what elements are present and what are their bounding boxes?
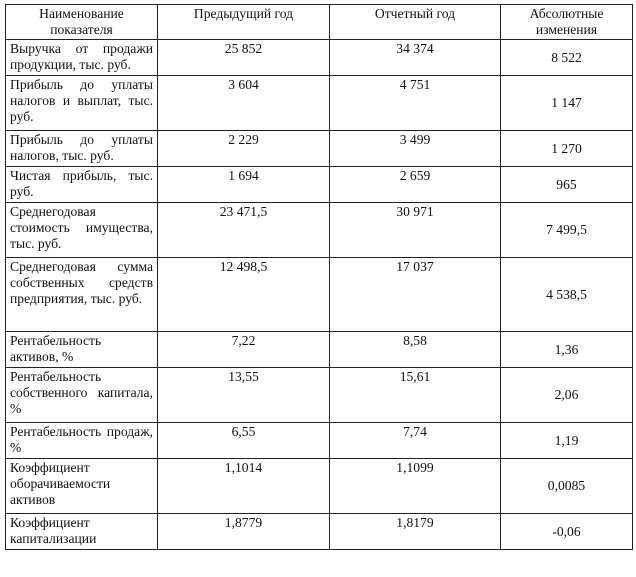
table-row bbox=[6, 131, 633, 167]
report-year-cell: 1,1099 bbox=[330, 459, 501, 514]
indicator-name-cell: Коэффициент капитализации bbox=[6, 514, 158, 550]
absolute-change-cell: 1,36 bbox=[501, 332, 633, 368]
report-year-cell: 34 374 bbox=[330, 40, 501, 76]
previous-year-cell: 13,55 bbox=[158, 368, 330, 423]
indicator-name-cell: Прибыль до уплаты налогов и выплат, тыс. руб. bbox=[6, 76, 158, 131]
previous-year-cell: 1,1014 bbox=[158, 459, 330, 514]
indicator-name-cell: Рентабельность активов, % bbox=[6, 332, 158, 368]
absolute-change-cell: 8 522 bbox=[501, 40, 633, 76]
table-row bbox=[6, 167, 633, 203]
absolute-change-cell: 965 bbox=[501, 167, 633, 203]
report-year-cell: 2 659 bbox=[330, 167, 501, 203]
table-row bbox=[6, 368, 633, 423]
previous-year-cell: 3 604 bbox=[158, 76, 330, 131]
absolute-change-cell: 1,19 bbox=[501, 423, 633, 459]
indicator-name-cell: Прибыль до уплаты налогов, тыс. руб. bbox=[6, 131, 158, 167]
indicator-name-cell: Выручка от продажи продукции, тыс. руб. bbox=[6, 40, 158, 76]
absolute-change-cell: 0,0085 bbox=[501, 459, 633, 514]
report-year-cell: 30 971 bbox=[330, 203, 501, 258]
previous-year-cell: 23 471,5 bbox=[158, 203, 330, 258]
previous-year-cell: 2 229 bbox=[158, 131, 330, 167]
indicator-name-cell: Рентабельность продаж, % bbox=[6, 423, 158, 459]
absolute-change-cell: 2,06 bbox=[501, 368, 633, 423]
table-row bbox=[6, 40, 633, 76]
table-row bbox=[6, 332, 633, 368]
report-year-cell: 4 751 bbox=[330, 76, 501, 131]
previous-year-cell: 1 694 bbox=[158, 167, 330, 203]
report-year-cell: 3 499 bbox=[330, 131, 501, 167]
header-row bbox=[6, 5, 633, 40]
table-row bbox=[6, 514, 633, 550]
previous-year-cell: 6,55 bbox=[158, 423, 330, 459]
indicator-name-cell: Чистая прибыль, тыс. руб. bbox=[6, 167, 158, 203]
absolute-change-cell: 1 270 bbox=[501, 131, 633, 167]
previous-year-cell: 25 852 bbox=[158, 40, 330, 76]
absolute-change-cell: 1 147 bbox=[501, 76, 633, 131]
indicators-table bbox=[5, 4, 633, 550]
header-prev-year: Предыдущий год bbox=[158, 5, 330, 40]
table-row bbox=[6, 203, 633, 258]
report-year-cell: 17 037 bbox=[330, 258, 501, 332]
header-report-year: Отчетный год bbox=[330, 5, 501, 40]
indicator-name-cell: Среднегодовая сумма собственных средств предприятия, тыс. руб. bbox=[6, 258, 158, 332]
table-row bbox=[6, 258, 633, 332]
report-year-cell: 15,61 bbox=[330, 368, 501, 423]
previous-year-cell: 7,22 bbox=[158, 332, 330, 368]
header-abs-change: Абсолютные изменения bbox=[501, 5, 633, 40]
table-row bbox=[6, 423, 633, 459]
indicator-name-cell: Рентабельность собственного капитала, % bbox=[6, 368, 158, 423]
report-year-cell: 1,8179 bbox=[330, 514, 501, 550]
indicator-name-cell: Среднегодовая стоимость имущества, тыс. руб. bbox=[6, 203, 158, 258]
absolute-change-cell: 7 499,5 bbox=[501, 203, 633, 258]
table-row bbox=[6, 76, 633, 131]
table-row bbox=[6, 459, 633, 514]
absolute-change-cell: -0,06 bbox=[501, 514, 633, 550]
previous-year-cell: 1,8779 bbox=[158, 514, 330, 550]
report-year-cell: 7,74 bbox=[330, 423, 501, 459]
header-name: Наименование показателя bbox=[6, 5, 158, 40]
indicator-name-cell: Коэффициент оборачиваемости активов bbox=[6, 459, 158, 514]
previous-year-cell: 12 498,5 bbox=[158, 258, 330, 332]
absolute-change-cell: 4 538,5 bbox=[501, 258, 633, 332]
report-year-cell: 8,58 bbox=[330, 332, 501, 368]
